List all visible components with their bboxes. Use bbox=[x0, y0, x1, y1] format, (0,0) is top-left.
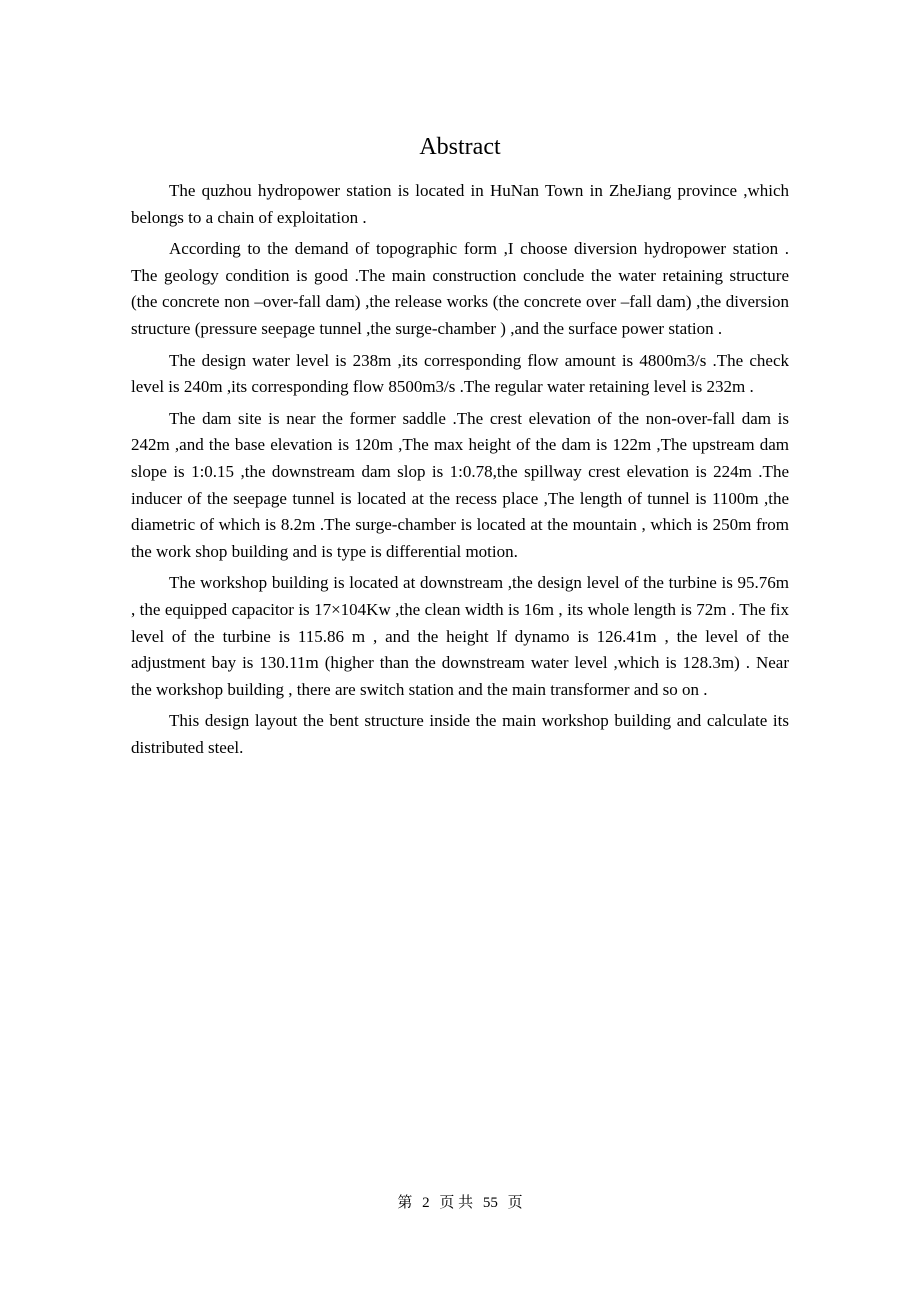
footer-middle: 页 共 bbox=[439, 1195, 474, 1211]
abstract-paragraph-6: This design layout the bent structure inside the main workshop building and calculate its distributed steel. bbox=[131, 711, 789, 757]
abstract-body bbox=[131, 178, 806, 766]
abstract-paragraph-4: The dam site is near the former saddle .The crest elevation of the non-over-fall dam is 242m ,and the base elevation is 120m ,The max height of the dam is 122m ,The upstream dam slope is 1:0.15 ,the downstream dam slop is 1:0.78,the spillway crest elevation is 224m .The inducer of the seepage tunnel is located at the recess place ,The length of tunnel is 1100m ,the diametric of which is 8.2m .The surge-chamber is located at the mountain , which is 250m from the work shop building and is type is differential motion. bbox=[131, 408, 789, 561]
footer-suffix: 页 bbox=[507, 1195, 523, 1211]
abstract-paragraph-1: The quzhou hydropower station is located in HuNan Town in ZheJiang province ,which belongs to a chain of exploitation . bbox=[131, 181, 789, 227]
footer-page-number: 2 bbox=[422, 1195, 430, 1211]
abstract-paragraph-3: The design water level is 238m ,its corresponding flow amount is 4800m3/s .The check level is 240m ,its corresponding flow 8500m3/s .The regular water retaining level is 232m . bbox=[131, 350, 789, 397]
footer-total-pages: 55 bbox=[482, 1195, 498, 1211]
abstract-title: Abstract bbox=[419, 134, 501, 160]
abstract-paragraph-5: The workshop building is located at downstream ,the design level of the turbine is 95.76m , the equipped capacitor is 17×104Kw ,the clean width is 16m , its whole length is 72m . The fix level of the turbine is 115.86 m , and the height lf dynamo is 126.41m , the level of the adjustment bay is 130.11m (higher than the downstream water level ,which is 128.3m) . Near the workshop building , there are switch station and the main transformer and so on . bbox=[131, 573, 789, 699]
abstract-paragraph-2: According to the demand of topographic form ,I choose diversion hydropower station . The geology condition is good .The main construction conclude the water retaining structure (the concrete non –over-fall dam) ,the release works (the concrete over –fall dam) ,the diversion structure (pressure seepage tunnel ,the surge-chamber ) ,and the surface power station . bbox=[131, 239, 806, 338]
footer-prefix: 第 bbox=[397, 1195, 413, 1211]
page-footer bbox=[0, 1191, 920, 1215]
